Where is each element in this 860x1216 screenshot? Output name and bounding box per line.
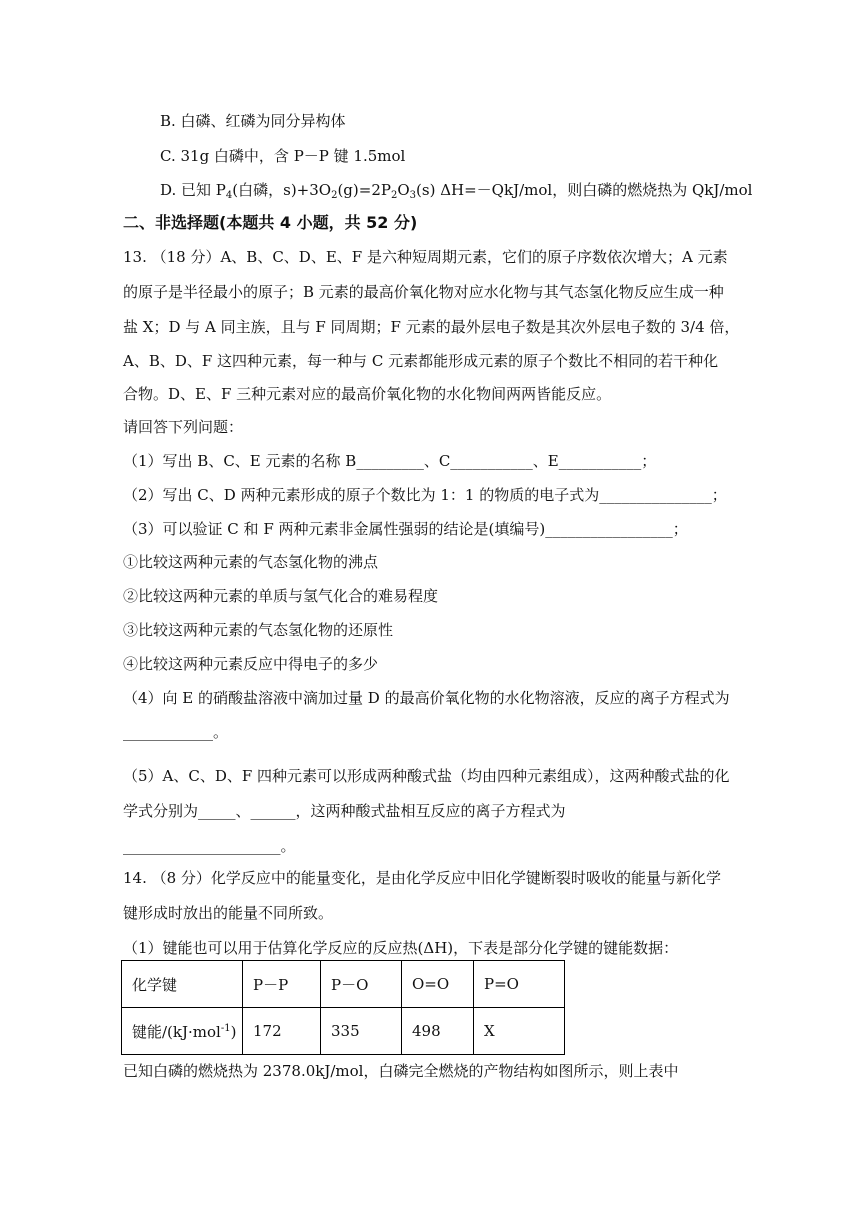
q13-part-4-blank: ____________。 bbox=[123, 723, 229, 741]
q13-line-5: 合物。D、E、F 三种元素对应的最高价氧化物的水化物间两两皆能反应。 bbox=[123, 385, 612, 403]
bond-energy-table bbox=[121, 960, 565, 1055]
option-d: D. 已知 $P_4$(白磷，$s)+3O_2(g)=2P_2O_3(s)$ ΔH=－QkJ/mol，则白磷的燃烧热为 QkJ/mol bbox=[160, 181, 753, 201]
table-row bbox=[122, 961, 565, 1008]
q13-choice-4: ④比较这两种元素反应中得电子的多少 bbox=[123, 655, 379, 673]
table-row bbox=[122, 1008, 565, 1055]
q13-line-4: A、B、D、F 这四种元素，每一种与 C 元素都能形成元素的原子个数比不相同的若干种化 bbox=[123, 352, 719, 370]
q13-part-4: （4）向 E 的硝酸盐溶液中滴加过量 D 的最高价氧化物的水化物溶液，反应的离子方程式为 bbox=[123, 689, 730, 707]
q13-part-1: （1）写出 B、C、E 元素的名称 B_________、C___________、E___________； bbox=[123, 452, 657, 470]
table-row-label: 键能/(kJ·mol$^{-1}$) bbox=[122, 1008, 243, 1055]
table-header-cell: P－P bbox=[243, 961, 321, 1008]
q13-choice-2: ②比较这两种元素的单质与氢气化合的难易程度 bbox=[123, 587, 439, 605]
table-cell: 172 bbox=[243, 1008, 321, 1055]
q13-line-2: 的原子是半径最小的原子；B 元素的最高价氧化物对应水化物与其气态氢化物反应生成一种 bbox=[123, 283, 724, 301]
q13-part-2: （2）写出 C、D 两种元素形成的原子个数比为 1：1 的物质的电子式为_______________； bbox=[123, 486, 727, 504]
table-cell: X bbox=[474, 1008, 565, 1055]
q13-choice-1: ①比较这两种元素的气态氢化物的沸点 bbox=[123, 553, 379, 571]
q13-part-5-cont: 学式分别为_____、______，这两种酸式盐相互反应的离子方程式为 bbox=[123, 802, 566, 820]
q13-part-5: （5）A、C、D、F 四种元素可以形成两种酸式盐（均由四种元素组成），这两种酸式盐的化 bbox=[123, 767, 730, 785]
option-c: C. 31g 白磷中，含 P－P 键 1.5mol bbox=[160, 147, 406, 165]
q14-part-1: （1）键能也可以用于估算化学反应的反应热(ΔH)，下表是部分化学键的键能数据： bbox=[123, 939, 679, 957]
q13-part-3: （3）可以验证 C 和 F 两种元素非金属性强弱的结论是(填编号)_________________； bbox=[123, 520, 688, 538]
table-header-cell: P－O bbox=[321, 961, 402, 1008]
table-cell: 498 bbox=[402, 1008, 474, 1055]
table-header-cell: 化学键 bbox=[122, 961, 243, 1008]
option-b: B. 白磷、红磷为同分异构体 bbox=[160, 112, 346, 130]
table-header-cell: O=O bbox=[402, 961, 474, 1008]
q14-line-2: 键形成时放出的能量不同所致。 bbox=[123, 904, 334, 922]
q13-part-5-blank: _____________________。 bbox=[123, 837, 296, 855]
q14-after-table: 已知白磷的燃烧热为 2378.0kJ/mol，白磷完全燃烧的产物结构如图所示，则上表中 bbox=[123, 1062, 679, 1080]
q13-choice-3: ③比较这两种元素的气态氢化物的还原性 bbox=[123, 621, 394, 639]
table-cell: 335 bbox=[321, 1008, 402, 1055]
q13-line-3: 盐 X；D 与 A 同主族，且与 F 同周期；F 元素的最外层电子数是其次外层电子数的 3/4 倍， bbox=[123, 318, 740, 336]
q14-line-1: 14. （8 分）化学反应中的能量变化，是由化学反应中旧化学键断裂时吸收的能量与新化学 bbox=[123, 869, 721, 887]
q13-line-1: 13. （18 分）A、B、C、D、E、F 是六种短周期元素，它们的原子序数依次增大；A 元素 bbox=[123, 248, 728, 266]
section-title: 二、非选择题(本题共 4 小题，共 52 分) bbox=[123, 213, 418, 232]
q13-prompt: 请回答下列问题： bbox=[123, 418, 244, 436]
table-header-cell: P=O bbox=[474, 961, 565, 1008]
